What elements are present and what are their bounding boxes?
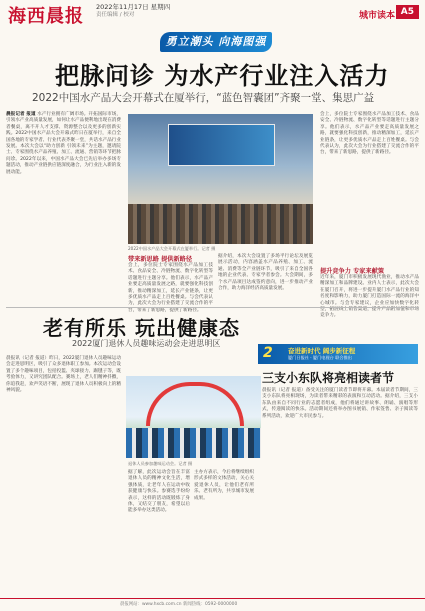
sidebar-body: 晨报讯（记者 报道）备受关注的厦门读者节即将开幕。本届读者节期间，三支小东队将亮相现场，为读者带来精彩的表演和互动活动。据介绍，三支小东队由来自不同行业的志愿者组成，他们将通过讲故事、朗诵、演唱等形式，传递阅读的快乐。活动期间还将举办图书展销、作家签售、亲子阅读等系列活动，欢迎广大市民参与。	[262, 388, 418, 419]
series-banner	[258, 344, 418, 364]
sports-meet-photo-caption: 退休人员参加趣味运动会。记者 摄	[128, 461, 193, 466]
sports-meet-photo	[126, 376, 261, 458]
stage-screen	[168, 124, 275, 166]
article1-col4: 近年来，厦门市积极发展现代渔业，推动水产品精深加工和品牌建设。业内人士表示，此次大会在厦门召开，将进一步提升厦门水产品行业的知名度和影响力，助力厦门打造国际一流的海洋中心城市。与会专家建议，企业应加快数字化转型，拓展线上销售渠道，提升产品附加值和市场竞争力。	[320, 275, 419, 319]
series-sublabel: 厦门日报社 · 厦门电视台 联合推出	[288, 355, 352, 360]
conference-photo-caption: 2022中国水产品大会开幕式在厦举行。记者 摄	[128, 246, 216, 251]
article2-col1: 晨报讯（记者 报道）昨日，2022厦门退休人员趣味运动会走进思明区，吸引了众多退休职工参加。本次运动会设置了多个趣味项目，包括投篮、夹球接力、踢毽子等，既考验体力，又讲究团队配合。赛场上，老人们精神抖擞，你追我赶，欢声笑语不断，展现了退休人员积极向上的精神风貌。	[6, 356, 121, 394]
article1-subtitle-2: 提升竞争力 专家来献策	[320, 268, 385, 275]
article1-col3: 据介绍，本次大会设置了多场平行论坛及展览展示活动，内容涵盖水产品养殖、加工、流通、消费等全产业链环节，吸引了来自全国各地的企业代表、专家学者参会。大会期间，多个水产品项目达成签约意向，进一步推动产业合作，助力海洋经济高质量发展。	[218, 254, 313, 292]
newspaper-logo: 海西晨报	[8, 6, 84, 27]
article2-col3: 主办方表示，今后将继续组织形式多样的文体活动，关心关爱退休人员，让他们老有所乐、老有所为，共享城市发展成果。	[194, 470, 254, 501]
series-number: 2	[263, 345, 273, 361]
section-name: 城市读本	[358, 11, 395, 21]
editor-credit: 责任编辑 / 校对	[96, 12, 135, 18]
footer-rule	[0, 598, 425, 599]
article1-subtitle-1: 带来新思路 提供新路径	[128, 256, 193, 263]
series-label: 奋进新时代 阔步新征程	[288, 347, 356, 355]
page-number: A5	[396, 5, 419, 19]
dateline	[96, 3, 170, 19]
conference-photo	[128, 114, 313, 244]
article2-col2: 据了解，此次运动会旨在丰富退休人员的精神文化生活，增强体质，让老年人在运动中收获健康与快乐。参赛选手纷纷表示，这样的活动既锻炼了身体，又结交了朋友，希望以后能多举办这类活动。	[128, 470, 190, 514]
audience	[128, 204, 313, 244]
article1-col2: 会上，多位院士专家围绕水产品加工技术、食品安全、冷链物流、数字化转型等话题进行主题分享。他们表示，水产品产业要走高质量发展之路，就要强化科技创新，推动精深加工，延长产业链条，让更多优质水产品走上百姓餐桌。与会代表认为，此次大会为行业搭建了交流合作的平台，带来了新思路，提供了新路径。	[128, 263, 213, 313]
article1-col1	[6, 112, 121, 302]
sidebar-headline: 三支小东队将亮相读者节	[262, 371, 395, 385]
footer-text: 晨报网站：www.hxcb.com.cn 新闻热线：0592-0000000	[120, 602, 238, 607]
article2-subhead: 2022厦门退休人员趣味运动会走进思明区	[72, 339, 221, 348]
main-subhead: 2022中国水产品大会开幕式在厦举行，“蓝色智囊团”齐聚一堂、集思广益	[32, 92, 375, 104]
participants	[126, 428, 261, 458]
inflatable-arch	[146, 382, 244, 426]
theme-banner: 勇立潮头 向海图强	[160, 32, 272, 52]
article2-headline: 老有所乐 玩出健康态	[43, 316, 240, 340]
main-headline: 把脉问诊 为水产行业注入活力	[55, 61, 390, 90]
section-divider	[6, 307, 419, 308]
article1-col1-text: 水产行业拥有广阔市场。开拓国际市场，引领水产业高质量发展，如何让水产品便利地出现在消费者餐桌，离不开人才支撑、资源整合以及更多的创新实践。2022中国水产品大会开幕式昨日在厦举行，来自全国各地的专家学者、行业代表齐聚一堂，共话水产品行业发展。本次大会以“助力创新 引领未来”为主题，邀请院士、专家围绕水产品养殖、加工、流通、营销等环节把脉问诊。2022年以来，中国水产品大会已先后举办多场专题活动，推动产业链供应链深度融合，为行业注入新的发展动能。	[6, 112, 121, 175]
issue-date: 2022年11月17日 星期四	[96, 3, 171, 11]
article1-byline: 晨报记者 报道	[6, 112, 36, 117]
article1-col4a: 会上，多位院士专家围绕水产品加工技术、食品安全、冷链物流、数字化转型等话题进行主题分享。他们表示，水产品产业要走高质量发展之路，就要强化科技创新，推动精深加工，延长产业链条，让更多优质水产品走上百姓餐桌。与会代表认为，此次大会为行业搭建了交流合作的平台，带来了新思路，提供了新路径。	[320, 112, 419, 156]
